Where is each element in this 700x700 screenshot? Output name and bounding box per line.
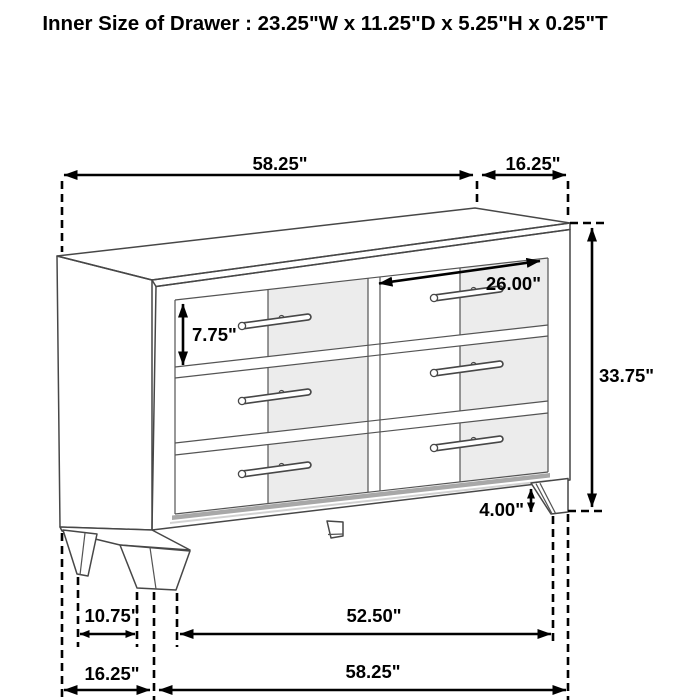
dim-label-bottom-width: 58.25": [345, 661, 401, 682]
dim-label-overall-height: 33.75": [599, 365, 655, 386]
leg-rear-left: [63, 530, 97, 576]
diagram-title: Inner Size of Drawer : 23.25"W x 11.25"D x 5.25"H x 0.25"T: [42, 12, 608, 35]
dim-label-drawer-width: 26.00": [485, 273, 541, 294]
dim-label-leg-span-front: 52.50": [346, 605, 402, 626]
dresser-drawing: [57, 208, 570, 590]
dresser-left-panel: [57, 256, 152, 530]
dim-label-top-depth: 16.25": [505, 153, 561, 174]
dim-label-leg-gap-side: 10.75": [84, 605, 140, 626]
center-stile: [368, 277, 380, 492]
dim-label-drawer-height: 7.75": [192, 324, 237, 345]
leg-front-center: [327, 521, 343, 538]
dim-label-top-width: 58.25": [252, 153, 308, 174]
dim-label-leg-height: 4.00": [479, 499, 524, 520]
dim-label-bottom-depth: 16.25": [84, 663, 140, 684]
